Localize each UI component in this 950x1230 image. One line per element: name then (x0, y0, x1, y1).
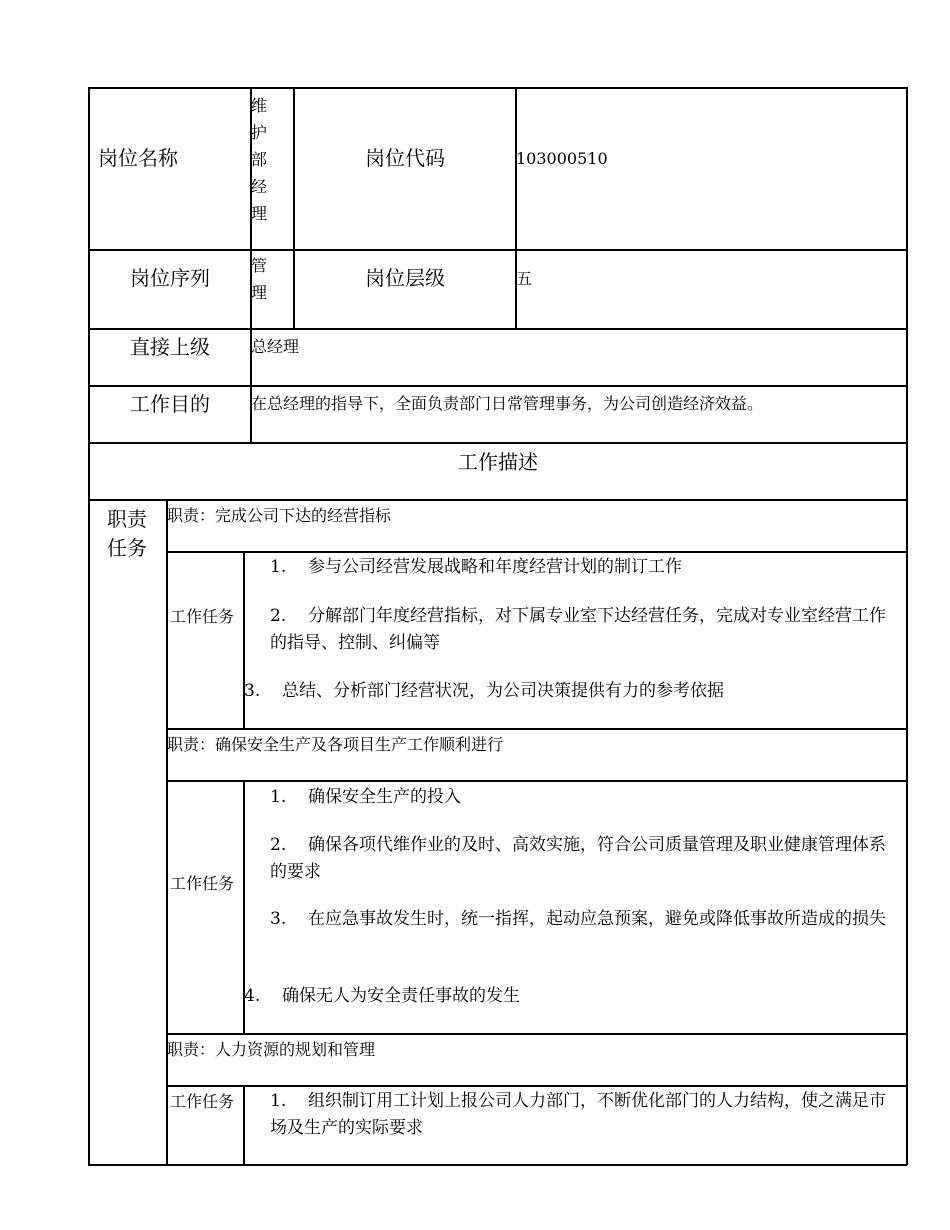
purpose-value: 在总经理的指导下，全面负责部门日常管理事务，为公司创造经济效益。 (251, 394, 764, 413)
position-level-value: 五 (516, 269, 533, 288)
position-code-value: 103000510 (516, 149, 608, 168)
duties-label: 职责任务 (107, 507, 147, 560)
task-item (270, 906, 890, 933)
task-item (270, 554, 890, 581)
superior-value: 总经理 (251, 337, 300, 356)
task-text: 确保无人为安全责任事故的发生 (282, 986, 520, 1006)
task-item (244, 983, 884, 1010)
task-label: 工作任务 (170, 1092, 235, 1111)
position-level-label: 岗位层级 (365, 266, 445, 290)
task-label: 工作任务 (170, 607, 235, 626)
task-item (270, 603, 890, 657)
task-text: 确保安全生产的投入 (308, 787, 461, 807)
task-text: 组织制订用工计划上报公司人力部门，不断优化部门的人力结构，使之满足市场及生产的实际要求 (270, 1091, 886, 1138)
task-number: 2. (270, 835, 287, 855)
duty-title: 职责：确保安全生产及各项目生产工作顺利进行 (167, 735, 504, 754)
task-number: 1. (270, 557, 287, 577)
task-text: 确保各项代维作业的及时、高效实施，符合公司质量管理及职业健康管理体系的要求 (270, 835, 886, 882)
task-number: 2. (270, 606, 287, 626)
task-item (244, 678, 884, 705)
position-code-label: 岗位代码 (365, 146, 445, 170)
task-label: 工作任务 (170, 874, 235, 893)
purpose-label: 工作目的 (130, 392, 210, 416)
task-item (270, 1088, 890, 1142)
duty-title: 职责：完成公司下达的经营指标 (167, 506, 392, 525)
section-title: 工作描述 (458, 450, 538, 474)
position-series-label: 岗位序列 (130, 266, 210, 290)
task-number: 3. (270, 909, 287, 929)
position-name-label: 岗位名称 (98, 146, 178, 170)
task-number: 1. (270, 1091, 287, 1111)
task-text: 分解部门年度经营指标，对下属专业室下达经营任务，完成对专业室经营工作的指导、控制、纠偏等 (270, 606, 886, 653)
task-number: 1. (270, 787, 287, 807)
task-text: 总结、分析部门经营状况，为公司决策提供有力的参考依据 (282, 681, 724, 701)
task-text: 参与公司经营发展战略和年度经营计划的制订工作 (308, 557, 682, 577)
position-series-value: 管理 (251, 256, 268, 302)
position-name-value: 维护部经理 (251, 96, 268, 223)
duty-title: 职责：人力资源的规划和管理 (167, 1040, 376, 1059)
task-item (270, 784, 890, 811)
superior-label: 直接上级 (130, 335, 210, 359)
task-number: 4. (244, 986, 261, 1006)
task-number: 3. (244, 681, 261, 701)
task-text: 在应急事故发生时，统一指挥，起动应急预案，避免或降低事故所造成的损失 (308, 909, 886, 929)
task-item (270, 832, 890, 886)
